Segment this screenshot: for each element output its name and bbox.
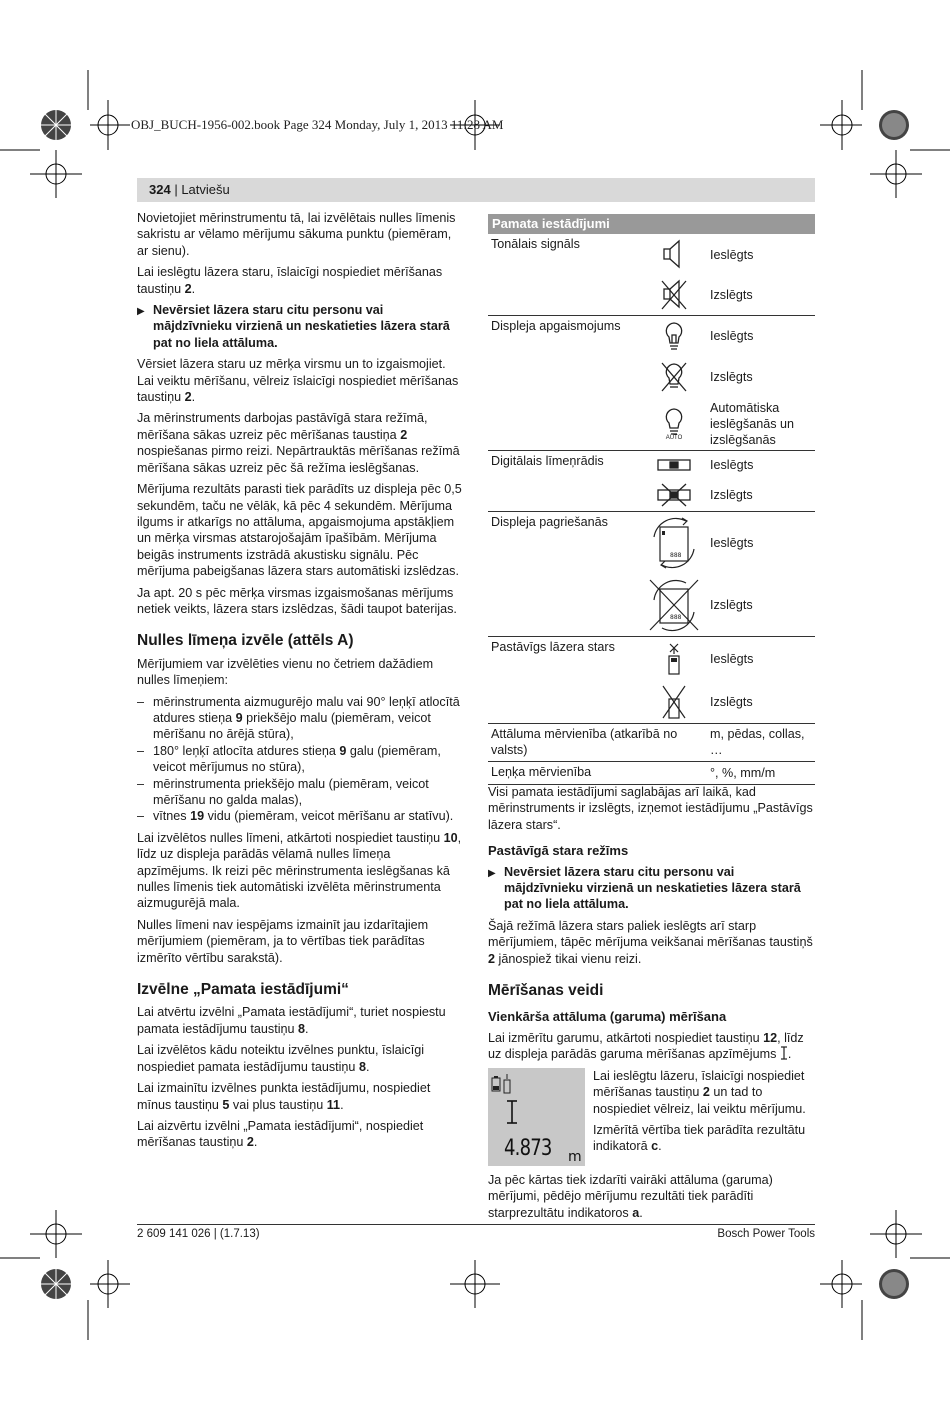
paragraph: Lai atvērtu izvēlni „Pamata iestādījumi“, turiet nospiestu pamata iestādījumu taustiņu 8.	[137, 1005, 446, 1036]
length-symbol-icon	[780, 1046, 788, 1060]
table-row-distance-unit: Attāluma mērvienība (atkarībā no valsts) m, pēdas, collas, …	[488, 724, 815, 762]
paragraph: Ja apt. 20 s pēc mērķa virsmas izgaismošanas mērījums netiek veikts, lāzera stars izslēdzas, šādi taupot baterijas.	[137, 585, 457, 616]
speaker-icon	[661, 239, 687, 271]
paragraph: Vērsiet lāzera staru uz mērķa virsmu un to izgaismojiet. Lai veiktu mērīšanu, vēlreiz īslaicīgi nospiediet mērīšanas taustiņu 2.	[137, 357, 459, 405]
paragraph: Novietojiet mērinstrumentu tā, lai izvēlētais nulles līmenis sakristu ar vēlamo mērījumu sākuma punktu (piemēram, ar sienu).	[137, 211, 456, 258]
table-row-angle-unit: Leņķa mērvienība °, %, mm/m	[488, 762, 815, 785]
table-row-level: Digitālais līmeņrādis Ieslēgts Izslēgts	[488, 451, 815, 512]
subsection-heading: Vienkārša attāluma (garuma) mērīšana	[488, 1009, 727, 1025]
svg-text:888: 888	[670, 552, 682, 559]
paragraph: Lai izvēlētos nulles līmeni, atkārtoti nospiediet taustiņu 10, līdz uz displeja parādās vēlamā nulles līmeņa apzīmējums. Ik reizi pēc mērinstrumenta ieslēgšanas kā nulles līmenis tiek automātiski izvēlēta mērinstrumenta aizmugurējā mala.	[137, 830, 462, 911]
paragraph: Ja mērinstruments darbojas pastāvīgā stara režīmā, mērīšana sākas uzreiz pēc mērīšanas taustiņa 2 nospiešanas pirmo reizi. Nepārtrauktās mērīšanas režīmā mērīšana sākas uzreiz pēc šā režīma ieslēgšanas.	[137, 411, 460, 475]
laser-warning: ▶ Nevērsiet lāzera staru citu personu vai mājdzīvnieku virzienā un neskatieties lāzera starā pat no liela attāluma.	[488, 864, 801, 912]
paragraph: Lai izmainītu izvēlnes punkta iestādījumu, nospiediet mīnus taustiņu 5 vai plus taustiņu 11.	[137, 1081, 431, 1112]
table-title: Pamata iestādījumi	[488, 214, 815, 234]
section-heading: Nulles līmeņa izvēle (attēls A)	[137, 632, 354, 650]
section-heading: Mērīšanas veidi	[488, 982, 604, 1000]
left-column	[137, 210, 465, 1156]
level-icon	[656, 457, 692, 473]
lcd-battery-icon	[491, 1076, 501, 1092]
lcd-display	[488, 1068, 585, 1166]
warning-triangle-icon: ▶	[488, 867, 496, 879]
laser-device-icon	[664, 642, 684, 676]
lcd-value: 4.873	[504, 1135, 552, 1161]
table-row-backlight: Displeja apgaismojums Ieslēgts Izslēgts AUTO Automātiska ieslēgšanās un izslēgšanās	[488, 316, 815, 451]
footer-brand: Bosch Power Tools	[717, 1228, 815, 1240]
paragraph: Lai ieslēgtu lāzeru, īslaicīgi nospiediet mērīšanas taustiņu 2 un tad to nospiediet vēlreiz, lai veiktu mērījumu.	[593, 1068, 806, 1116]
paragraph: Mērījumiem var izvēlēties vienu no četriem dažādiem nulles līmeņiem:	[137, 656, 434, 688]
footer-divider	[137, 1224, 815, 1225]
lcd-device-icon	[502, 1074, 512, 1094]
svg-text:888: 888	[670, 614, 682, 621]
paragraph: Lai ieslēgtu lāzera staru, īslaicīgi nospiediet mērīšanas taustiņu 2.	[137, 265, 443, 296]
list-item: – mērinstrumenta aizmugurējo malu vai 90° leņķī atlocītā atdures stieņa 9 priekšējo malu (piemēram, veicot mērīšanu no ārējā stūra),	[137, 694, 465, 743]
slug-line: OBJ_BUCH-1956-002.book Page 324 Monday, July 1, 2013 11:28 AM	[131, 117, 504, 132]
laser-device-off-icon	[661, 684, 687, 720]
language-label: Latviešu	[181, 182, 230, 197]
page-header: 324 | Latviešu	[137, 178, 815, 202]
bulb-icon	[662, 321, 686, 351]
paragraph: Ja pēc kārtas tiek izdarīti vairāki attāluma (garuma) mērījumi, pēdējo mērījumu rezultāti tiek parādīti starprezultātu indikatoros a.	[488, 1172, 773, 1220]
page-number: 324	[149, 182, 171, 197]
rotate-display-off-icon	[646, 576, 702, 634]
paragraph: Izmērītā vērtība tiek parādīta rezultātu indikatorā c.	[593, 1122, 806, 1154]
paragraph: Mērījuma rezultāts parasti tiek parādīts uz displeja pēc 0,5 sekundēm, taču ne vēlāk, kā pēc 4 sekundēm. Mērījuma ilgums ir atkarīgs no attāluma, apgaismojuma apstākļiem un mērķa virsmas atstarojošajām īpašībām. Mērījuma beigās instruments izstrādā akustisku signālu. Pēc mērījuma pabeigšanas lāzera stars automātiski izslēdzas.	[137, 482, 462, 579]
lcd-length-icon	[506, 1100, 518, 1124]
paragraph: Lai aizvērtu izvēlni „Pamata iestādījumi“, nospiediet mērīšanas taustiņu 2.	[137, 1118, 424, 1150]
section-heading: Izvēlne „Pamata iestādījumi“	[137, 981, 349, 999]
settings-table	[488, 214, 815, 785]
list-item: – mērinstrumenta priekšējo malu (piemēram, veicot mērīšanu no galda malas),	[137, 776, 465, 809]
paragraph: Nulles līmeni nav iespējams izmainīt jau izdarītajiem mērījumiem (piemēram, ja to vērtības tiek parādītas izmērīto vērtību sarakstā).	[137, 917, 429, 965]
list-item: – vītnes 19 vidu (piemēram, veicot mērīšanu ar statīvu).	[137, 808, 465, 824]
bulb-auto-icon: AUTO	[662, 407, 686, 442]
rotate-display-icon	[646, 515, 702, 571]
paragraph: Šajā režīmā lāzera stars paliek ieslēgts arī starp mērījumiem, tāpēc mērījuma veikšanai mērīšanas taustiņš 2 jānospiež tikai vienu reizi.	[488, 918, 813, 966]
table-row-laser: Pastāvīgs lāzera stars Ieslēgts Izslēgts	[488, 637, 815, 724]
speaker-off-icon	[660, 279, 688, 311]
table-row-rotation: Displeja pagriešanās 888 Ieslēgts 888 Izslēgts	[488, 512, 815, 637]
zero-level-list	[137, 694, 465, 825]
paragraph: Lai izmērītu garumu, atkārtoti nospiediet taustiņu 12, līdz uz displeja parādās garuma mērīšanas apzīmējums .	[488, 1030, 804, 1062]
subsection-heading: Pastāvīgā stara režīms	[488, 843, 629, 859]
paragraph: Visi pamata iestādījumi saglabājas arī laikā, kad mērinstruments ir izslēgts, izņemot iestādījumu „Pastāvīgs lāzera stars“.	[488, 785, 813, 832]
right-column	[488, 784, 815, 1226]
bulb-off-icon	[660, 361, 688, 393]
level-off-icon	[656, 483, 692, 507]
list-item: – 180° leņķī atlocīta atdures stieņa 9 galu (piemēram, veicot mērījumus no stūra),	[137, 743, 465, 776]
table-row-tone: Tonālais signāls Ieslēgts Izslēgts	[488, 234, 815, 316]
footer-doc-number: 2 609 141 026 | (1.7.13)	[137, 1228, 260, 1240]
lcd-unit: m	[568, 1148, 582, 1165]
laser-warning: ▶ Nevērsiet lāzera staru citu personu vai mājdzīvnieku virzienā un neskatieties lāzera starā pat no liela attāluma.	[137, 303, 450, 350]
paragraph: Lai izvēlētos kādu noteiktu izvēlnes punktu, īslaicīgi nospiediet pamata iestādījumu taustiņu 8.	[137, 1043, 425, 1074]
warning-triangle-icon: ▶	[137, 306, 145, 318]
